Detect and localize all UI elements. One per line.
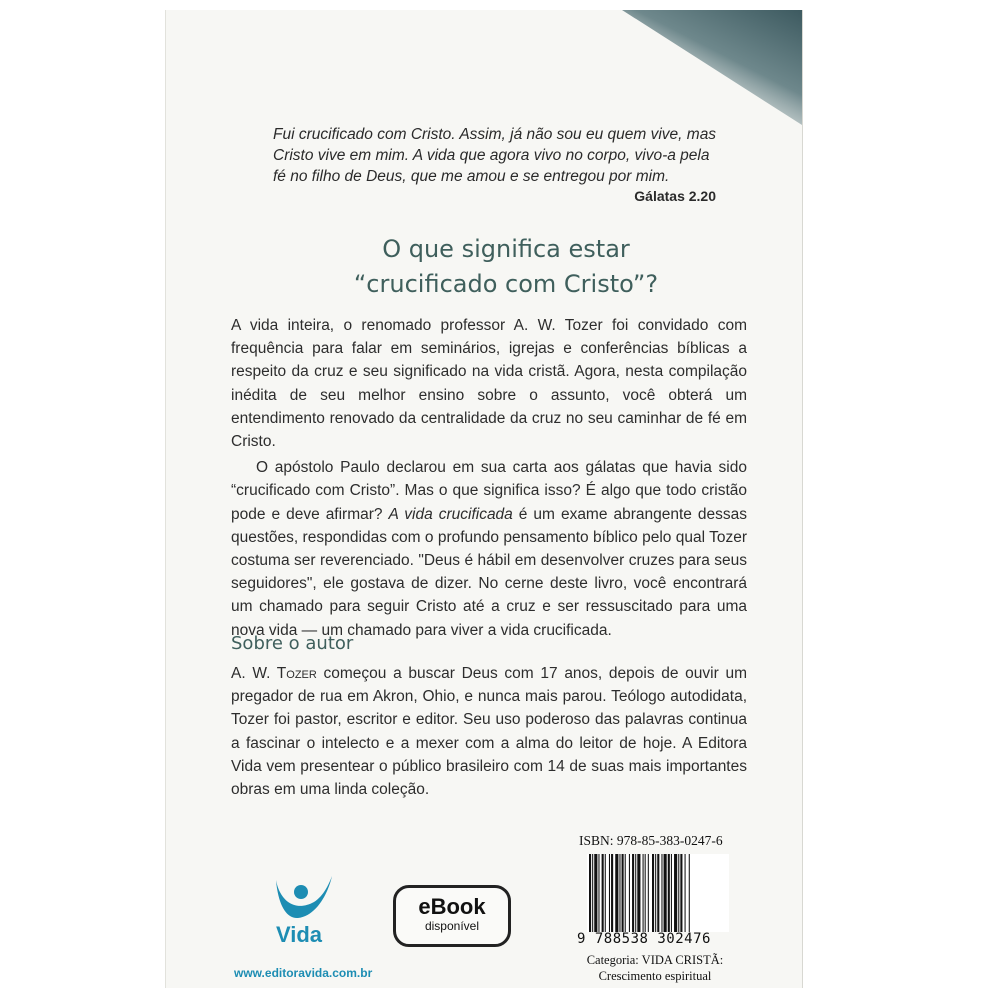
ebook-title: eBook bbox=[418, 894, 486, 919]
barcode-bar bbox=[645, 854, 646, 932]
barcode-bar bbox=[657, 854, 659, 932]
isbn-label: ISBN: 978-85-383-0247-6 bbox=[579, 833, 723, 848]
barcode-bar bbox=[632, 854, 634, 932]
barcode-bar bbox=[629, 854, 630, 932]
epigraph-line: Fui crucificado com Cristo. Assim, já não sou eu quem vive, mas bbox=[273, 126, 717, 143]
barcode-bar bbox=[678, 854, 679, 932]
corner-shading-decoration bbox=[592, 10, 802, 125]
epigraph-quote bbox=[273, 124, 718, 187]
synopsis-text: é um exame abrangente dessas questões, respondidas com o profundo pensamento bíblico pelo qual Tozer costuma ser reverenciado. "Deus é hábil em desenvolver cruzes para seus seguidores", ele gostava de dizer. No cerne deste livro, você encontrará um chamado para seguir Cristo até a cruz e ser ressuscitado para uma nova vida — um chamado para viver a vida crucificada. bbox=[231, 505, 747, 639]
category-label bbox=[577, 952, 733, 984]
barcode-bar bbox=[655, 854, 656, 932]
barcode-bar bbox=[594, 854, 597, 932]
book-back-cover bbox=[165, 10, 803, 988]
synopsis-text: O apóstolo Paulo declarou em sua carta aos gálatas que havia sido “crucificado com Cristo”. Mas o que significa isso? É algo que todo cristão pode e deve afirmar? bbox=[231, 459, 747, 523]
barcode-bar bbox=[598, 854, 599, 932]
about-author-text: começou a buscar Deus com 17 anos, depois de ouvir um pregador de rua em Akron, Ohio, e nunca mais parou. Teólogo autodidata, Tozer foi pastor, escritor e editor. Seu uso poderoso das palavras continua a fascinar o intelecto e a mexer com a alma do leitor de hoje. A Editora Vida vem presentear o público brasileiro com 14 de suas mais importantes obras em uma linda coleção. bbox=[231, 665, 747, 799]
barcode-bar bbox=[685, 854, 686, 932]
author-name: A. W. Tozer bbox=[231, 665, 317, 682]
ebook-badge bbox=[393, 885, 511, 947]
barcode-bar bbox=[664, 854, 667, 932]
about-author bbox=[231, 662, 747, 801]
category-line: Crescimento espiritual bbox=[598, 969, 712, 983]
about-author-paragraph bbox=[231, 662, 747, 801]
synopsis-paragraph-2 bbox=[231, 456, 747, 642]
synopsis-paragraph-1: A vida inteira, o renomado professor A. W. Tozer foi convidado com frequência para falar em seminários, igrejas e conferências bíblicas a respeito da cruz e seu significado na vida cristã. Agora, nesta compilação inédita de seu melhor ensino sobre o assunto, você obterá um entendimento renovado da centralidade da cruz no seu caminhar de fé em Cristo. bbox=[231, 317, 747, 451]
barcode-bar bbox=[605, 854, 606, 932]
barcode-bar bbox=[648, 854, 649, 932]
barcode-icon bbox=[587, 854, 729, 932]
barcode-bar bbox=[609, 854, 610, 932]
barcode-bar bbox=[671, 854, 672, 932]
barcode-bar bbox=[680, 854, 682, 932]
book-title-italic: A vida crucificada bbox=[388, 505, 513, 523]
barcode-bar bbox=[668, 854, 670, 932]
barcode-bar bbox=[611, 854, 613, 932]
barcode-block bbox=[577, 833, 733, 985]
barcode-bar bbox=[674, 854, 677, 932]
barcode-bar bbox=[602, 854, 604, 932]
barcode-bar bbox=[589, 854, 591, 932]
barcode-bar bbox=[637, 854, 640, 932]
headline-line-2: “crucificado com Cristo”? bbox=[353, 270, 659, 298]
barcode-bar bbox=[622, 854, 624, 932]
publisher-name: Vida bbox=[275, 922, 323, 947]
synopsis bbox=[231, 314, 747, 642]
barcode-bar bbox=[635, 854, 636, 932]
epigraph-line: fé no filho de Deus, que me amou e se entregou por mim. bbox=[273, 168, 670, 185]
barcode-bar bbox=[652, 854, 654, 932]
epigraph-reference: Gálatas 2.20 bbox=[634, 188, 716, 204]
about-author-heading: Sobre o autor bbox=[231, 633, 354, 654]
epigraph-line: Cristo vive em mim. A vida que agora vivo no corpo, vivo-a pela bbox=[273, 147, 710, 164]
barcode-bar bbox=[625, 854, 626, 932]
barcode-number: 9 788538 302476 bbox=[577, 931, 711, 947]
publisher-website[interactable]: www.editoravida.com.br bbox=[234, 966, 373, 980]
barcode-bar bbox=[615, 854, 618, 932]
ebook-subtitle: disponível bbox=[424, 919, 480, 933]
category-line: Categoria: VIDA CRISTÃ: bbox=[586, 953, 724, 967]
barcode-bar bbox=[661, 854, 662, 932]
headline-line-1: O que significa estar bbox=[382, 235, 630, 263]
barcode-bar bbox=[643, 854, 644, 932]
headline bbox=[296, 232, 716, 302]
barcode-bar bbox=[689, 854, 690, 932]
barcode-bar bbox=[592, 854, 593, 932]
barcode-bar bbox=[619, 854, 620, 932]
